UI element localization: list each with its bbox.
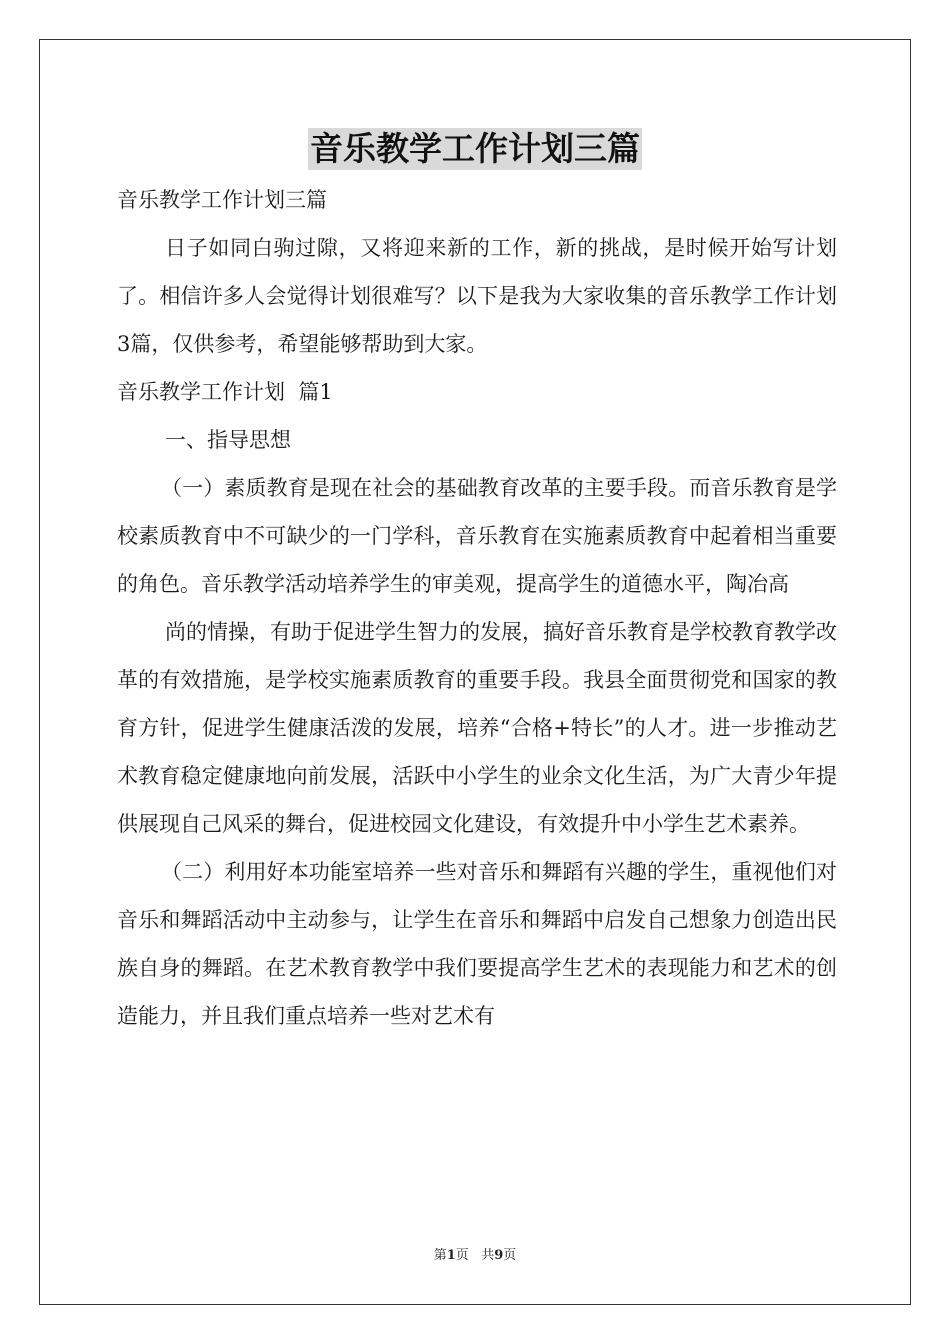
subsection-heading: 一、指导思想 bbox=[165, 428, 291, 452]
section-heading: 音乐教学工作计划 篇1 bbox=[117, 380, 333, 404]
page-footer bbox=[0, 1244, 950, 1263]
title-wrap bbox=[0, 128, 950, 170]
paragraph: 日子如同白驹过隙，又将迎来新的工作，新的挑战，是时候开始写计划了。相信许多人会觉得计划很难写？以下是我为大家收集的音乐教学工作计划3篇，仅供参考，希望能够帮助到大家。 bbox=[117, 236, 837, 356]
total-suffix: 页 bbox=[503, 1248, 517, 1263]
paragraph: 音乐教学工作计划三篇 bbox=[117, 188, 327, 212]
paragraph: 尚的情操，有助于促进学生智力的发展，搞好音乐教育是学校教育教学改革的有效措施，是学校实施素质教育的重要手段。我县全面贯彻党和国家的教育方针，促进学生健康活泼的发展，培养“合格+特长”的人才。进一步推动艺术教育稳定健康地向前发展，活跃中小学生的业余文化生活，为广大青少年提供展现自己风采的舞台，促进校园文化建设，有效提升中小学生艺术素养。 bbox=[117, 620, 837, 836]
page-suffix: 页 bbox=[455, 1248, 469, 1263]
document-body bbox=[117, 176, 837, 1040]
page-prefix: 第 bbox=[433, 1248, 447, 1263]
document-title: 音乐教学工作计划三篇 bbox=[310, 129, 640, 168]
paragraph: （一）素质教育是现在社会的基础教育改革的主要手段。而音乐教育是学校素质教育中不可缺少的一门学科，音乐教育在实施素质教育中起着相当重要的角色。音乐教学活动培养学生的审美观，提高学生的道德水平，陶冶高 bbox=[117, 476, 837, 596]
paragraph: （二）利用好本功能室培养一些对音乐和舞蹈有兴趣的学生，重视他们对音乐和舞蹈活动中主动参与，让学生在音乐和舞蹈中启发自己想象力创造出民族自身的舞蹈。在艺术教育教学中我们要提高学生艺术的表现能力和艺术的创造能力，并且我们重点培养一些对艺术有 bbox=[117, 860, 837, 1028]
total-prefix: 共 bbox=[481, 1248, 495, 1263]
current-page-number: 1 bbox=[446, 1248, 456, 1263]
total-page-number: 9 bbox=[494, 1248, 504, 1263]
